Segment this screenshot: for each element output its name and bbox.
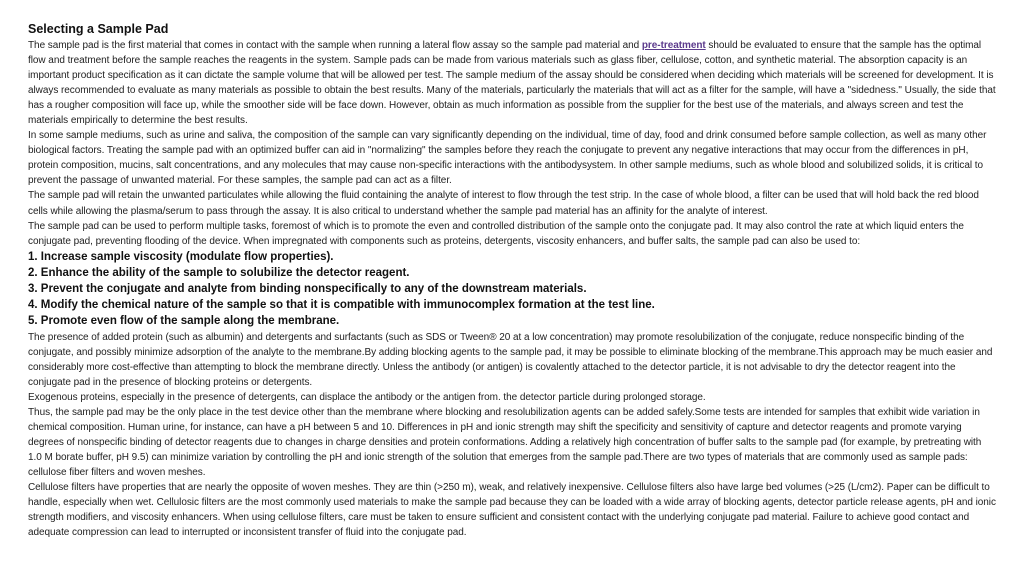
- intro-text-after-link: should be evaluated to ensure that the sample has the optimal flow and treatment before the sample reaches the reagents in the system. Sample pads can be made from various materials such as glass fiber, cellulose, cotton, and synthetic material. The absorption capacity is an important product specification as it can dictate the sample volume that will be allowed per test. The sample medium of the assay should be considered when deciding which materials will be screened for development. It is always recommended to evaluate as many materials as possible to obtain the best results. Many of the materials, particularly the materials that will act as a filter for the sample, will have a "sidedness." Usually, the side that has a rougher composition will face up, while the smoother side will be face down. However, obtain as much information as possible from the supplier for the best use of the materials, and always screen and test the materials empirically to determine the best results.: [28, 40, 996, 127]
- uses-list: [28, 249, 996, 330]
- paragraph-multiple-tasks: The sample pad can be used to perform multiple tasks, foremost of which is to promote the even and controlled distribution of the sample onto the conjugate pad. It may also control the rate at which liquid enters the conjugate pad, preventing flooding of the device. When impregnated with components such as proteins, detergents, viscosity enhancers, and buffer salts, the sample pad can also be used to:: [28, 220, 964, 247]
- intro-paragraph: [28, 38, 996, 128]
- paragraph-blocking-agents: Thus, the sample pad may be the only place in the test device other than the membrane where blocking and resolubilization agents can be added safely.Some tests are intended for samples that exhibit wide variation in chemical composition. Human urine, for instance, can have a pH between 5 and 10. Differences in pH and ionic strength may shift the specificity and sensitivity of capture and detector reagents and promote varying degrees of nonspecific binding of detector reagents due to changes in charge densities and protein conformations. Adding a relatively high concentration of buffer salts to the sample pad (for example, by pretreating with 1.0 M borate buffer, pH 9.5) can minimize variation by controlling the pH and ionic strength of the solution that emerges from the sample pad.There are two types of materials that are commonly used as sample pads: cellulose fiber filters and woven meshes.: [28, 406, 982, 479]
- paragraph-added-protein: The presence of added protein (such as albumin) and detergents and surfactants (such as SDS or Tween® 20 at a low concentration) may promote resolubilization of the conjugate, reduce nonspecific binding of the conjugate, and possibly minimize adsorption of the analyte to the membrane.By adding blocking agents to the sample pad, it may be possible to eliminate blocking of the membrane.This approach may be much easier and considerably more cost-effective than attempting to block the membrane directly. Unless the antibody (or antigen) is covalently attached to the detector particle, it is not advisable to dry the detector reagent into the conjugate pad in the presence of blocking proteins or detergents.: [28, 331, 993, 388]
- article: [28, 22, 996, 540]
- list-item: 1. Increase sample viscosity (modulate flow properties).: [28, 250, 334, 263]
- paragraph-cellulose-filters: Cellulose filters have properties that are nearly the opposite of woven meshes. They are thin (>250 m), weak, and relatively inexpensive. Cellulose filters also have large bed volumes (>25 (L/cm2). Paper can be difficult to handle, especially when wet. Cellulosic filters are the most commonly used materials to make the sample pad because they can be loaded with a wide array of blocking agents, detector particle release agents, pH and ionic strength modifiers, and viscosity enhancers. When using cellulose filters, care must be taken to ensure sufficient and consistent contact with the underlying conjugate pad material. Failure to achieve good contact and adequate compression can lead to interrupted or inconsistent transfer of fluid into the conjugate pad.: [28, 482, 996, 539]
- intro-text-before-link: The sample pad is the first material that comes in contact with the sample when running a lateral flow assay so the sample pad material and: [28, 40, 642, 51]
- list-item: 5. Promote even flow of the sample along the membrane.: [28, 315, 340, 328]
- list-item: 3. Prevent the conjugate and analyte from binding nonspecifically to any of the downstream materials.: [28, 283, 587, 296]
- paragraph-retain-particulates: The sample pad will retain the unwanted particulates while allowing the fluid containing the analyte of interest to flow through the test strip. In the case of whole blood, a filter can be used that will hold back the red blood cells while allowing the plasma/serum to pass through the assay. It is also critical to understand whether the sample pad material has an affinity for the analyte of interest.: [28, 190, 979, 217]
- pre-treatment-link[interactable]: pre-treatment: [641, 40, 706, 51]
- list-item: 4. Modify the chemical nature of the sample so that it is compatible with immunocomplex formation at the test line.: [28, 299, 655, 312]
- paragraph-sample-mediums: In some sample mediums, such as urine and saliva, the composition of the sample can vary significantly depending on the individual, time of day, food and drink consumed before sample collection, as well as many other biological factors. Treating the sample pad with an optimized buffer can aid in "normalizing" the samples before they reach the conjugate to prevent any negative interactions that may occur from the differences in pH, protein composition, mucins, salt concentrations, and any molecules that may cause non-specific interactions with the antibodysystem. In other sample mediums, such as whole blood and solubilized solids, it is critical to prevent the passage of unwanted material. For these samples, the sample pad can act as a filter.: [28, 130, 987, 187]
- page-title: Selecting a Sample Pad: [28, 22, 169, 36]
- paragraph-exogenous-proteins: Exogenous proteins, especially in the presence of detergents, can displace the antibody or the antigen from. the detector particle during prolonged storage.: [28, 391, 706, 403]
- list-item: 2. Enhance the ability of the sample to solubilize the detector reagent.: [28, 266, 410, 279]
